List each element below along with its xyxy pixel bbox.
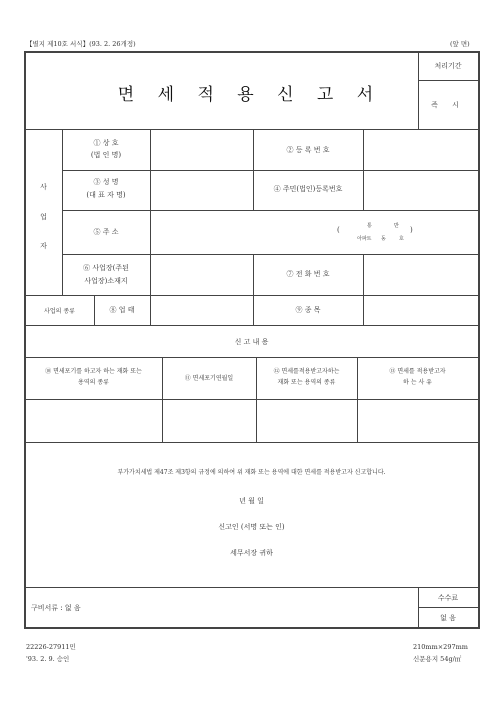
corporate-name-label: (법 인 명) (90, 151, 122, 159)
divider (25, 129, 478, 130)
fee-value: 없 음 (440, 614, 456, 622)
form-reference: 【별지 제10호 서식】(93. 2. 26개정) (26, 40, 136, 48)
phone-number-label: ⑦ 전 화 번 호 (286, 270, 330, 278)
business-location-label: ⑥ 사업장(주된 (83, 264, 129, 272)
divider (150, 295, 151, 325)
divider (62, 170, 478, 171)
tax-office-addressee: 세무서장 귀하 (230, 549, 273, 557)
representative-name-label: (대 표 자 명) (86, 191, 126, 199)
address-unit-label: 호 (399, 236, 404, 242)
paper-type: 신문용지 54g/㎡ (413, 655, 462, 663)
applied-goods-label-2: 재화 또는 용역의 종류 (277, 379, 336, 386)
exempt-goods-label-2: 용역의 종류 (78, 379, 109, 386)
divider (25, 399, 478, 400)
address-dong-label: 통 (367, 223, 372, 229)
divider (162, 357, 163, 442)
business-location-label-2: 사업장)소재지 (84, 277, 128, 285)
processing-period-label: 처리기간 (434, 62, 462, 70)
divider (253, 129, 254, 210)
address-label: ⑤ 주 소 (93, 228, 119, 236)
business-category-label: ⑧ 업 태 (109, 306, 135, 314)
applicant-signature: 신고인 (서명 또는 인) (218, 523, 285, 531)
divider (363, 129, 364, 210)
required-documents: 구비서류 : 없 음 (31, 604, 81, 612)
reason-label: ⑬ 면세를 적용받고자 (389, 368, 446, 375)
divider (62, 210, 478, 211)
divider (363, 254, 364, 295)
divider (363, 295, 364, 325)
form-title: 면 세 적 용 신 고 서 (117, 85, 383, 105)
divider (25, 442, 478, 443)
business-type-label: 사업의 종류 (44, 308, 75, 315)
fee-label: 수수료 (437, 594, 459, 602)
waiver-date-label: ⑪ 면세포기연월일 (184, 375, 234, 382)
report-section-title: 신 고 내 용 (234, 338, 269, 346)
page-side-label: (앞 면) (450, 40, 470, 48)
address-paren-close: ) (410, 226, 413, 234)
frame-right (478, 51, 480, 629)
declaration-statement: 부가가치세법 제47조 제3항의 규정에 의하여 위 재화 또는 용역에 대한 면세를 적용받고자 신고합니다. (117, 469, 386, 476)
frame-top (24, 51, 480, 53)
business-label-1: 사 (40, 183, 47, 191)
divider (418, 80, 478, 81)
business-label-3: 자 (40, 242, 47, 250)
address-paren-open: ( (337, 226, 340, 234)
address-building-label: 동 (381, 236, 386, 242)
exempt-goods-label: ⑩ 면세포기를 하고자 하는 재화 또는 (45, 368, 142, 375)
address-apartment-label: 아파트 (357, 236, 372, 242)
divider (25, 325, 478, 326)
paper-size: 210mm×297mm (413, 643, 468, 651)
reason-label-2: 하 는 사 유 (403, 379, 432, 386)
divider (25, 295, 478, 296)
name-label: ③ 성 명 (93, 178, 119, 186)
applied-goods-label: ⑫ 면세를적용받고자하는 (273, 368, 340, 375)
divider (150, 129, 151, 295)
address-ban-label: 반 (394, 223, 399, 229)
declaration-date: 년 월 일 (239, 497, 264, 505)
form-code: 22226-27911민 (26, 643, 76, 651)
trade-name-label: ① 상 호 (93, 139, 119, 147)
business-item-label: ⑨ 종 목 (295, 306, 321, 314)
approval-date: '93. 2. 9. 승인 (26, 655, 70, 663)
divider (418, 607, 478, 608)
business-label-2: 업 (40, 213, 47, 221)
resident-number-label: ④ 주민(법인)등록번호 (273, 185, 343, 193)
divider (25, 357, 478, 358)
divider (62, 254, 478, 255)
frame-bottom (24, 627, 480, 629)
divider (25, 587, 478, 588)
processing-period-value: 즉 시 (431, 101, 465, 109)
registration-number-label: ② 등 록 번 호 (286, 146, 330, 154)
